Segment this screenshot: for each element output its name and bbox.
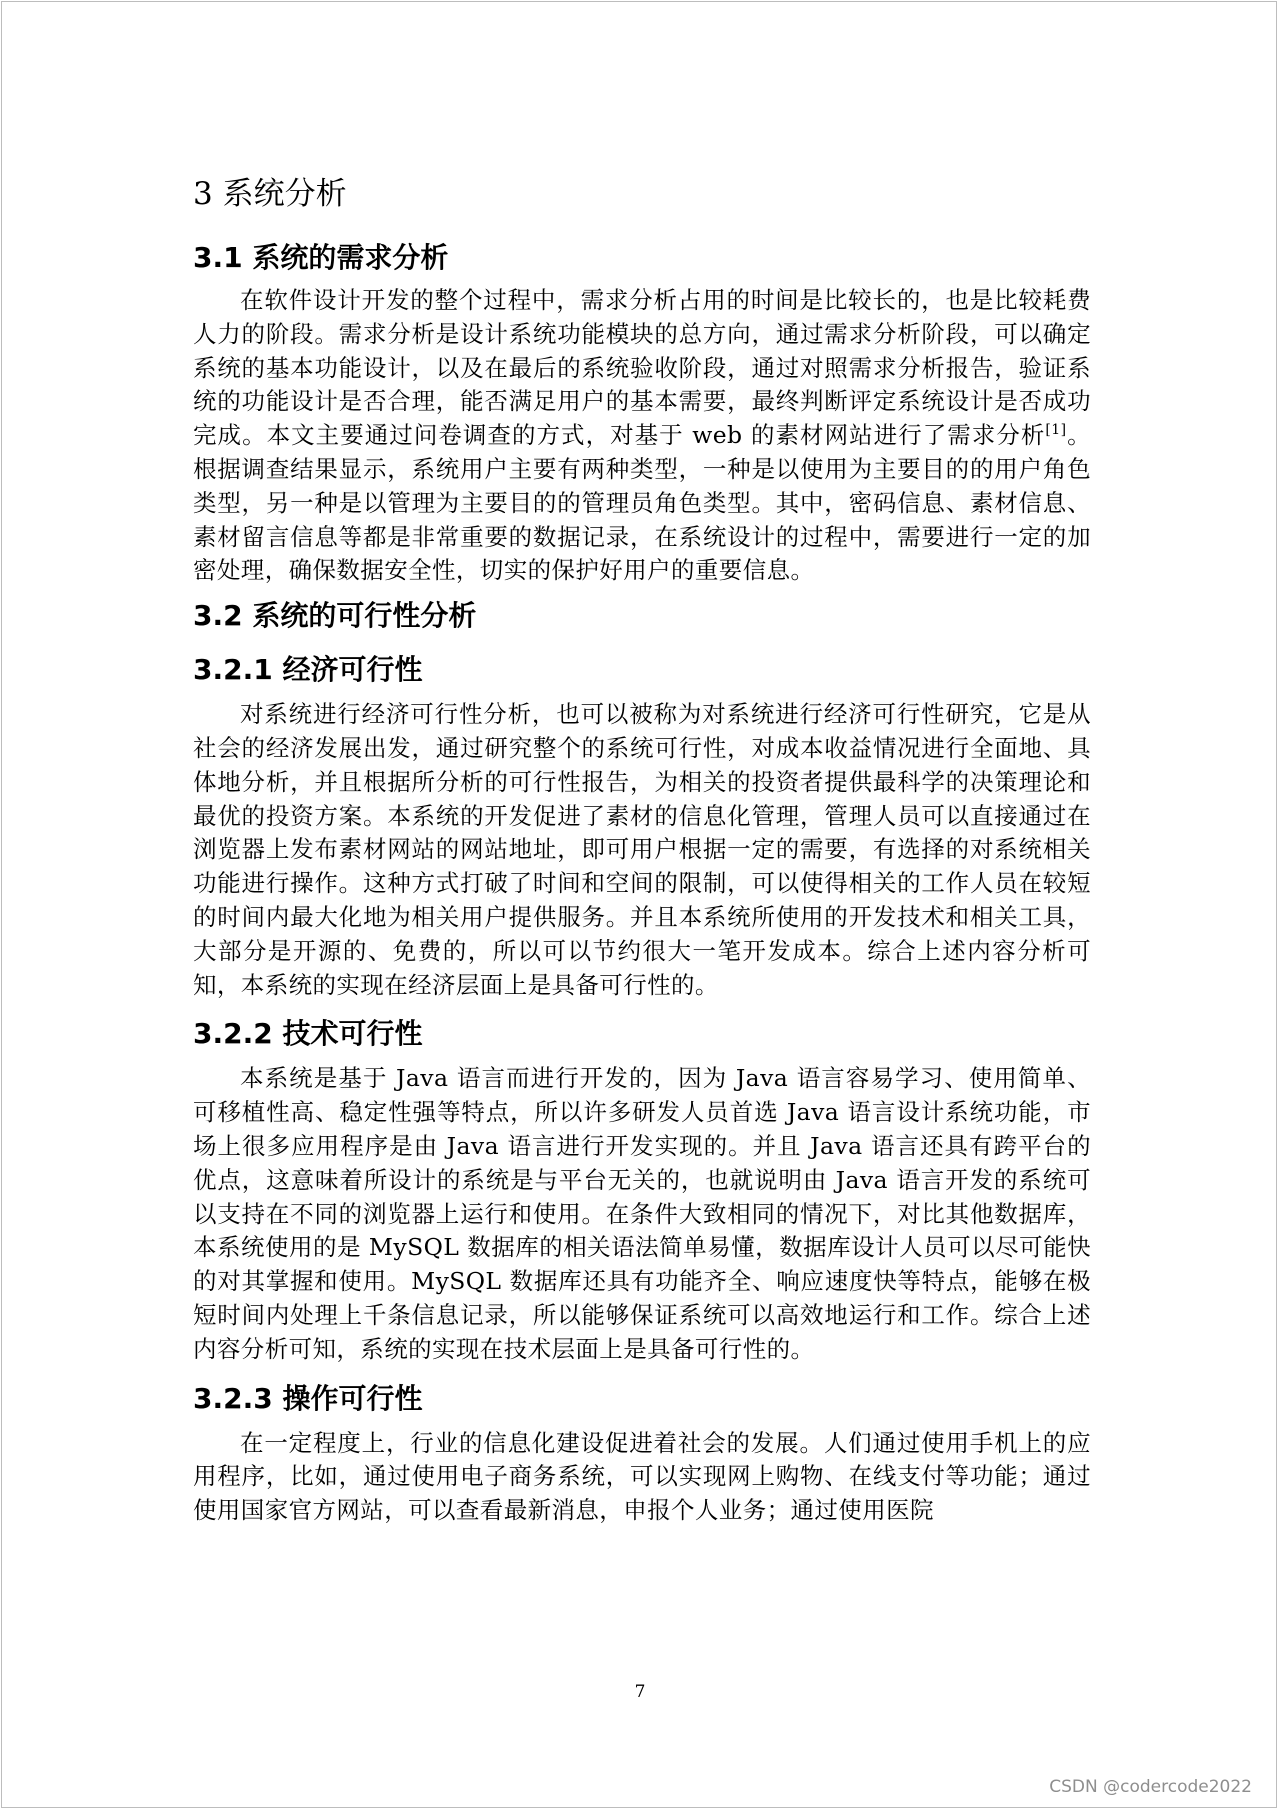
section-3-2-1-paragraph: 对系统进行经济可行性分析，也可以被称为对系统进行经济可行性研究，它是从社会的经济发展出发，通过研究整个的系统可行性，对成本收益情况进行全面地、具体地分析，并且根据所分析的可行性报告，为相关的投资者提供最科学的决策理论和最优的投资方案。本系统的开发促进了素材的信息化管理，管理人员可以直接通过在浏览器上发布素材网站的网站地址，即可用户根据一定的需要，有选择的对系统相关功能进行操作。这种方式打破了时间和空间的限制，可以使得相关的工作人员在较短的时间内最大化地为相关用户提供服务。并且本系统所使用的开发技术和相关工具，大部分是开源的、免费的，所以可以节约很大一笔开发成本。综合上述内容分析可知，本系统的实现在经济层面上是具备可行性的。	[193, 700, 1091, 999]
section-heading-3-2-1: 3.2.1 经济可行性	[193, 653, 423, 687]
section-3-2-3-paragraph: 在一定程度上，行业的信息化建设促进着社会的发展。人们通过使用手机上的应用程序，比如，通过使用电子商务系统，可以实现网上购物、在线支付等功能；通过使用国家官方网站，可以查看最新消息，申报个人业务；通过使用医院	[193, 1428, 1091, 1525]
chapter-title: 3 系统分析	[193, 176, 347, 212]
section-heading-3-2-2: 3.2.2 技术可行性	[193, 1017, 423, 1051]
document-body	[193, 170, 1091, 1534]
page-number: 7	[634, 1682, 646, 1702]
paragraph-text: 在软件设计开发的整个过程中，需求分析占用的时间是比较长的，也是比较耗费人力的阶段。需求分析是设计系统功能模块的总方向，通过需求分析阶段，可以确定系统的基本功能设计，以及在最后的系统验收阶段，通过对照需求分析报告，验证系统的功能设计是否合理，能否满足用户的基本需要，最终判断评定系统设计是否成功完成。本文主要通过问卷调查的方式，对基于 web 的素材网站进行了需求分析	[193, 286, 1091, 450]
section-heading-3-2-3: 3.2.3 操作可行性	[193, 1381, 423, 1415]
paragraph-text: 。根据调查结果显示，系统用户主要有两种类型，一种是以使用为主要目的的用户角色类型，另一种是以管理为主要目的的管理员角色类型。其中，密码信息、素材信息、素材留言信息等都是非常重要的数据记录，在系统设计的过程中，需要进行一定的加密处理，确保数据安全性，切实的保护好用户的重要信息。	[193, 421, 1091, 585]
citation-ref: [1]	[1045, 422, 1067, 439]
section-heading-3-2: 3.2 系统的可行性分析	[193, 599, 477, 633]
section-3-2-2-paragraph: 本系统是基于 Java 语言而进行开发的，因为 Java 语言容易学习、使用简单、可移植性高、稳定性强等特点，所以许多研发人员首选 Java 语言设计系统功能，市场上很多应用程序是由 Java 语言进行开发实现的。并且 Java 语言还具有跨平台的优点，这意味着所设计的系统是与平台无关的，也就说明由 Java 语言开发的系统可以支持在不同的浏览器上运行和使用。在条件大致相同的情况下，对比其他数据库，本系统使用的是 MySQL 数据库的相关语法简单易懂，数据库设计人员可以尽可能快的对其掌握和使用。MySQL 数据库还具有功能齐全、响应速度快等特点，能够在极短时间内处理上千条信息记录，所以能够保证系统可以高效地运行和工作。综合上述内容分析可知，系统的实现在技术层面上是具备可行性的。	[193, 1064, 1091, 1363]
section-heading-3-1: 3.1 系统的需求分析	[193, 241, 449, 274]
section-3-1-paragraph	[193, 284, 1091, 588]
watermark: CSDN @codercode2022	[1049, 1777, 1252, 1797]
